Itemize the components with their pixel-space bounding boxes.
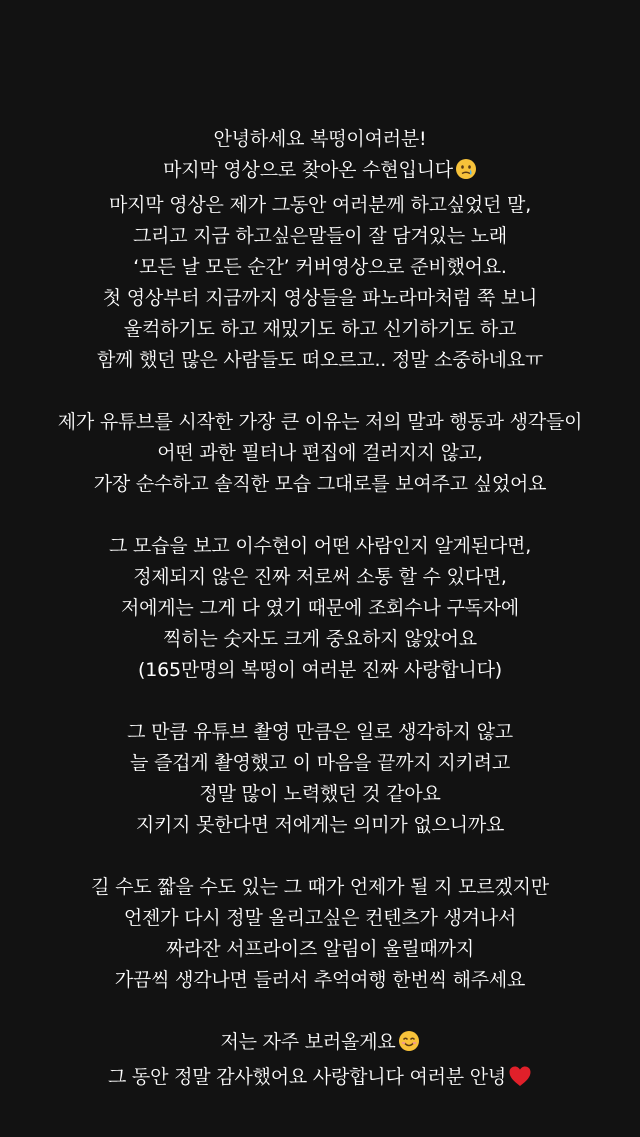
paragraph-subscribers (0, 531, 640, 686)
text-line: 어떤 과한 필터나 편집에 걸러지지 않고, (157, 442, 483, 464)
text-line: 늘 즐겁게 촬영했고 이 마음을 끝까지 지키려고 (130, 752, 510, 774)
text-line: 짜라잔 서프라이즈 알림이 울릴때까지 (166, 938, 474, 960)
paragraph-filming (0, 717, 640, 841)
text-line: 언젠가 다시 정말 올리고싶은 컨텐츠가 생겨나서 (123, 907, 517, 929)
text-line: 가끔씩 생각나면 들러서 추억여행 한번씩 해주세요 (114, 969, 526, 991)
text-line: 울컥하기도 하고 재밌기도 하고 신기하기도 하고 (123, 318, 517, 340)
red-heart-icon (508, 1065, 532, 1097)
text-line: 첫 영상부터 지금까지 영상들을 파노라마처럼 쭉 보니 (102, 287, 538, 309)
text-line: 찍히는 숫자도 크게 중요하지 않았어요 (163, 628, 477, 650)
text-line: 안녕하세요 복떵이여러분! (213, 128, 427, 150)
text-line: 저에게는 그게 다 였기 때문에 조회수나 구독자에 (120, 597, 520, 619)
text-line: 그 만큼 유튜브 촬영 만큼은 일로 생각하지 않고 (127, 721, 513, 743)
text-line: 길 수도 짧을 수도 있는 그 때가 언제가 될 지 모르겠지만 (91, 876, 549, 898)
text-line: 그리고 지금 하고싶은말들이 잘 담겨있는 노래 (132, 225, 508, 247)
text-line: (165만명의 복떵이 여러분 진짜 사랑합니다) (138, 659, 502, 681)
text-line: ‘모든 날 모든 순간’ 커버영상으로 준비했어요. (133, 256, 507, 278)
paragraph-greeting (0, 124, 640, 376)
paragraph-return (0, 872, 640, 996)
text-line: 저는 자주 보러올게요 (0, 1027, 640, 1062)
paragraph-farewell (0, 1027, 640, 1097)
text-line: 정말 많이 노력했던 것 같아요 (199, 783, 441, 805)
text-line: 마지막 영상은 제가 그동안 여러분께 하고싶었던 말, (108, 194, 532, 216)
text-line: 정제되지 않은 진짜 저로써 소통 할 수 있다면, (133, 566, 507, 588)
text-line: 제가 유튜브를 시작한 가장 큰 이유는 저의 말과 행동과 생각들이 (57, 411, 583, 433)
paragraph-reason (0, 407, 640, 500)
text-line: 함께 했던 많은 사람들도 떠오르고.. 정말 소중하네요ㅠ (96, 349, 544, 371)
text-line: 지키지 못한다면 저에게는 의미가 없으니까요 (135, 814, 505, 836)
smiling-face-icon (398, 1030, 420, 1062)
text-line: 그 동안 정말 감사했어요 사랑합니다 여러분 안녕 (0, 1062, 640, 1097)
text-line: 그 모습을 보고 이수현이 어떤 사람인지 알게된다면, (108, 535, 532, 557)
story-text (0, 124, 640, 1128)
text-line: 마지막 영상으로 찾아온 수현입니다 (0, 155, 640, 190)
text-line: 가장 순수하고 솔직한 모습 그대로를 보여주고 싶었어요 (93, 473, 547, 495)
crying-face-icon (455, 158, 477, 190)
